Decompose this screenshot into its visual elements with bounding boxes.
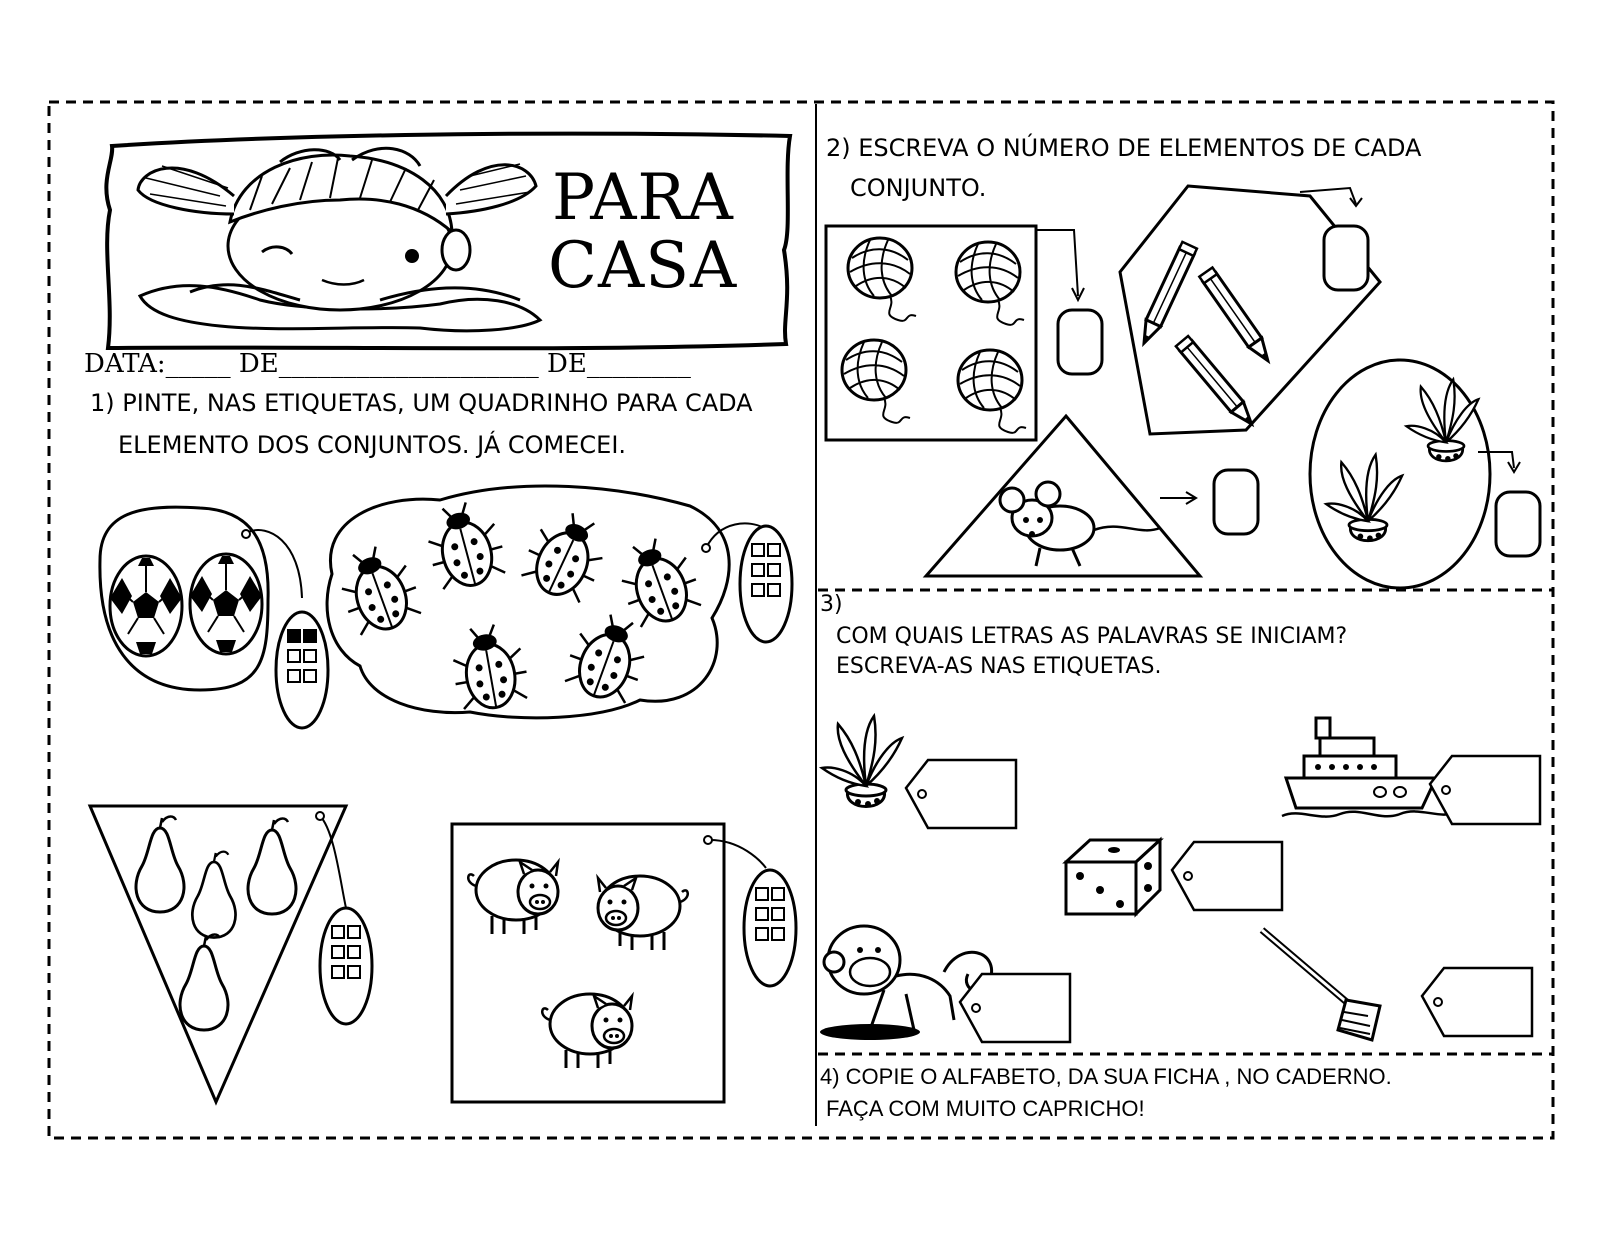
set-balls (100, 507, 328, 728)
page-title-line1: PARA (552, 161, 734, 235)
grid-tag-ladybugs (740, 526, 792, 642)
page-title-line2: CASA (548, 229, 738, 303)
q2-instruction-line1: 2) ESCREVA O NÚMERO DE ELEMENTOS DE CADA (826, 134, 1422, 162)
letter-tag-ship[interactable] (1430, 756, 1540, 824)
q1-instruction-line2: ELEMENTO DOS CONJUNTOS. JÁ COMECEI. (118, 431, 627, 459)
grid-tag-pigs (744, 870, 796, 986)
plant-icon (822, 716, 902, 807)
word-plant (822, 716, 1016, 828)
letter-tag-monkey[interactable] (960, 974, 1070, 1042)
grid-tag-pears (320, 908, 372, 1024)
q3-instruction-line2: ESCREVA-AS NAS ETIQUETAS. (836, 654, 1162, 679)
q4-instruction-line2: FAÇA COM MUITO CAPRICHO! (826, 1096, 1145, 1121)
q3-number: 3) (820, 592, 843, 617)
letter-tag-plant[interactable] (906, 760, 1016, 828)
answer-box-plants[interactable] (1496, 492, 1540, 556)
q2-instruction-line2: CONJUNTO. (850, 174, 987, 202)
set-ladybugs (327, 486, 792, 718)
set-pears (90, 806, 372, 1102)
set-yarn (826, 226, 1102, 440)
set-pigs (452, 824, 796, 1102)
q1-instruction-line1: 1) PINTE, NAS ETIQUETAS, UM QUADRINHO PARA CADA (90, 389, 753, 417)
monkey-icon (820, 926, 992, 1040)
letter-tag-broom[interactable] (1422, 968, 1532, 1036)
q3-instruction-line1: COM QUAIS LETRAS AS PALAVRAS SE INICIAM? (836, 624, 1348, 649)
word-dice (1066, 840, 1282, 914)
dice-icon (1066, 840, 1160, 914)
q4-instruction-line1: 4) COPIE O ALFABETO, DA SUA FICHA , NO CADERNO. (820, 1064, 1392, 1089)
answer-box-yarn[interactable] (1058, 310, 1102, 374)
broom-icon (1262, 930, 1380, 1040)
set-plants (1310, 360, 1540, 588)
word-ship (1282, 718, 1540, 824)
word-monkey (820, 926, 1070, 1042)
answer-box-mouse[interactable] (1214, 470, 1258, 534)
answer-box-pencils[interactable] (1324, 226, 1368, 290)
ship-icon (1282, 718, 1456, 817)
soccer-ball-icon (190, 554, 262, 654)
date-field[interactable]: DATA:_____ DE____________________ DE________ (84, 349, 691, 379)
soccer-ball-icon (110, 556, 182, 656)
grid-tag-balls (276, 612, 328, 728)
word-broom (1262, 930, 1532, 1040)
letter-tag-dice[interactable] (1172, 842, 1282, 910)
